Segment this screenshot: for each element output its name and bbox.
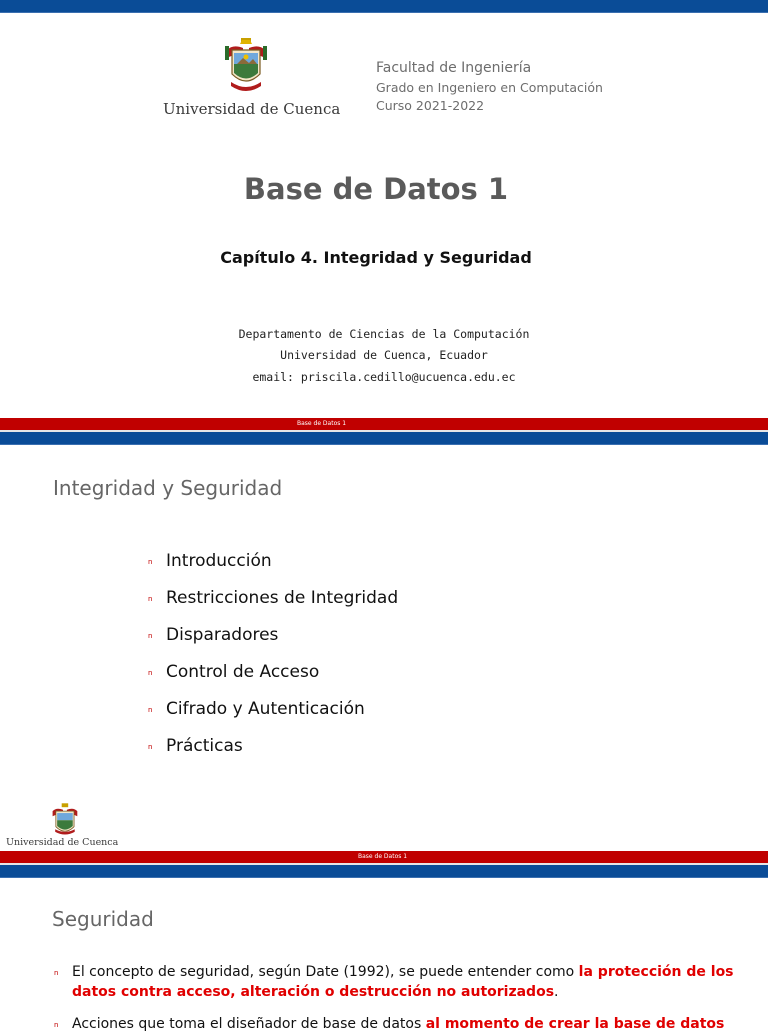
university-crest-icon bbox=[6, 800, 126, 836]
list-item-label: Prácticas bbox=[166, 736, 243, 756]
footer-label: Base de Datos 1 bbox=[297, 420, 347, 427]
list-item-label: Restricciones de Integridad bbox=[166, 588, 399, 608]
slide-top-bar bbox=[0, 0, 768, 13]
slide-footer-bar bbox=[0, 418, 768, 430]
bullet-icon: n bbox=[148, 632, 153, 640]
list-item bbox=[148, 587, 398, 624]
list-item-label: Control de Acceso bbox=[166, 662, 320, 682]
bullet-icon: n bbox=[148, 743, 153, 751]
university-logo-text: Universidad de Cuenca bbox=[6, 837, 119, 848]
email-label: email: priscila.cedillo@ucuenca.edu.ec bbox=[252, 370, 516, 384]
university-logo-text: Universidad de Cuenca bbox=[163, 100, 341, 118]
footer-label: Base de Datos 1 bbox=[358, 853, 408, 860]
slide-heading: Integridad y Seguridad bbox=[53, 476, 283, 500]
department-label: Departamento de Ciencias de la Computación bbox=[238, 327, 530, 341]
paragraph-normal-text: El concepto de seguridad, según Date (1992), se puede entender como bbox=[72, 964, 579, 980]
bullet-icon: n bbox=[148, 706, 153, 714]
list-item bbox=[148, 698, 398, 735]
bullet-icon: n bbox=[54, 969, 59, 977]
paragraph-text bbox=[54, 962, 754, 1002]
slide-footer-bar bbox=[0, 851, 768, 863]
list-item-label: Cifrado y Autenticación bbox=[166, 699, 365, 719]
list-item-label: Disparadores bbox=[166, 625, 279, 645]
paragraph-text bbox=[54, 1014, 754, 1034]
slide-security bbox=[0, 865, 768, 1032]
paragraph-normal-text: Acciones que toma el diseñador de base de datos bbox=[72, 1016, 426, 1032]
program-label: Grado en Ingeniero en Computación bbox=[376, 80, 603, 95]
slide-heading: Seguridad bbox=[52, 907, 154, 931]
bullet-icon: n bbox=[54, 1021, 59, 1029]
paragraph-end-text: . bbox=[554, 984, 559, 1000]
bullet-icon: n bbox=[148, 595, 153, 603]
slide-top-bar bbox=[0, 865, 768, 878]
paragraph-highlight-text: la protección de los datos contra acceso, alteración o destrucción no autorizados bbox=[72, 964, 734, 1000]
slide-top-bar bbox=[0, 432, 768, 445]
list-item-label: Introducción bbox=[166, 551, 272, 571]
agenda-list bbox=[148, 550, 398, 772]
chapter-title: Capítulo 4. Integridad y Seguridad bbox=[220, 248, 532, 267]
presentation-title: Base de Datos 1 bbox=[243, 172, 509, 206]
university-crest-icon bbox=[162, 36, 332, 98]
security-paragraph bbox=[54, 1014, 754, 1034]
list-item bbox=[148, 661, 398, 698]
university-location-label: Universidad de Cuenca, Ecuador bbox=[280, 348, 488, 362]
faculty-label: Facultad de Ingeniería bbox=[376, 60, 532, 76]
bullet-icon: n bbox=[148, 558, 153, 566]
security-paragraph bbox=[54, 962, 754, 1002]
course-label: Curso 2021-2022 bbox=[376, 98, 485, 113]
list-item bbox=[148, 624, 398, 661]
paragraph-highlight-text: al momento de crear la base de datos bbox=[425, 1016, 725, 1032]
slide-title bbox=[0, 0, 768, 432]
university-logo bbox=[162, 36, 341, 120]
bullet-icon: n bbox=[148, 669, 153, 677]
slide-agenda bbox=[0, 432, 768, 865]
list-item bbox=[148, 550, 398, 587]
university-logo-small bbox=[6, 800, 126, 848]
list-item bbox=[148, 735, 398, 772]
